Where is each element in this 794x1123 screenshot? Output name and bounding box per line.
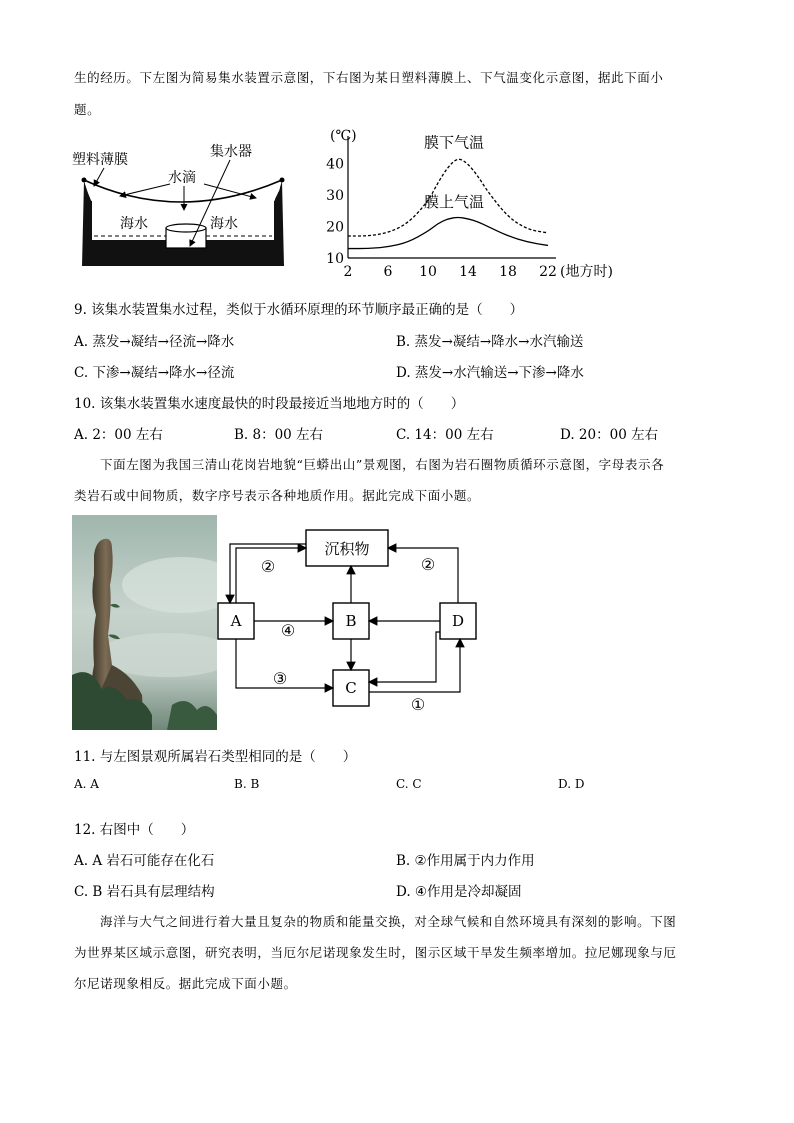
q11-option-b[interactable]: B. B: [234, 777, 260, 791]
rock-cycle-diagram: [210, 522, 490, 718]
q11-option-d[interactable]: D. D: [558, 777, 585, 791]
intro2-line2: 类岩石或中间物质，数字序号表示各种地质作用。据此完成下面小题。: [74, 488, 481, 503]
x-tick-label: 18: [499, 264, 517, 280]
label-d: D: [451, 612, 465, 630]
q12-stem: 12. 右图中（ ）: [74, 822, 195, 838]
film-label: 塑料薄膜: [72, 152, 128, 168]
q12-option-a[interactable]: A. A 岩石可能存在化石: [74, 853, 215, 869]
collector-label: 集水器: [210, 144, 252, 160]
q9-option-d[interactable]: D. 蒸发→水汽输送→下渗→降水: [396, 365, 584, 381]
intro3-line1: 海洋与大气之间进行着大量且复杂的物质和能量交换，对全球气候和自然环境具有深刻的影响。下图: [100, 914, 677, 929]
x-tick-label: 6: [383, 264, 393, 280]
q10-stem: 10. 该集水装置集水速度最快的时段最接近当地地方时的（ ）: [74, 396, 465, 412]
q11-option-c[interactable]: C. C: [396, 777, 422, 791]
q12-option-b[interactable]: B. ②作用属于内力作用: [396, 853, 535, 869]
series-label-above-film: 膜上气温: [423, 193, 485, 212]
label-c: C: [345, 679, 357, 697]
q12-option-d[interactable]: D. ④作用是冷却凝固: [396, 884, 522, 900]
process-1: ①: [410, 695, 426, 714]
q12-option-c[interactable]: C. B 岩石具有层理结构: [74, 884, 215, 900]
intro2-line1: 下面左图为我国三清山花岗岩地貌“巨蟒出山”景观图，右图为岩石圈物质循环示意图，字母表示各: [100, 457, 665, 472]
process-2-left: ②: [260, 557, 276, 576]
y-tick-label: 20: [326, 219, 344, 236]
process-2-right: ②: [420, 555, 436, 574]
x-tick-label: 22: [539, 264, 557, 280]
label-a: A: [230, 612, 242, 630]
y-tick-label: 30: [326, 188, 344, 205]
y-tick-label: 10: [326, 251, 344, 267]
q9-option-c[interactable]: C. 下渗→凝结→降水→径流: [74, 365, 235, 381]
q9-stem: 9. 该集水装置集水过程，类似于水循环原理的环节顺序最正确的是（ ）: [74, 302, 524, 318]
x-tick-label: 10: [419, 264, 437, 280]
process-3: ③: [272, 669, 288, 688]
x-tick-label: 14: [459, 264, 477, 280]
q10-option-a[interactable]: A. 2：00 左右: [74, 427, 163, 443]
intro3-line3: 尔尼诺现象相反。据此完成下面小题。: [74, 976, 297, 991]
sea-left-label: 海水: [120, 216, 148, 232]
y-axis-label: (℃): [330, 128, 357, 144]
series-label-under-film: 膜下气温: [423, 133, 485, 152]
intro3-line2: 为世界某区域示意图，研究表明，当厄尔尼诺现象发生时，图示区域干旱发生频率增加。拉尼娜现象与厄: [74, 945, 677, 960]
q10-option-c[interactable]: C. 14：00 左右: [396, 427, 494, 443]
sediment-label: 沉积物: [324, 540, 370, 558]
y-tick-label: 40: [326, 156, 344, 173]
drops-label: 水滴: [168, 170, 196, 186]
q9-option-b[interactable]: B. 蒸发→凝结→降水→水汽输送: [396, 334, 584, 350]
sea-right-label: 海水: [210, 216, 238, 232]
q10-option-d[interactable]: D. 20：00 左右: [560, 427, 659, 443]
intro1-line1: 生的经历。下左图为简易集水装置示意图，下右图为某日塑料薄膜上、下气温变化示意图，据此下面小: [74, 70, 664, 85]
q11-option-a[interactable]: A. A: [74, 777, 99, 791]
granite-landscape-photo: [72, 515, 217, 730]
label-b: B: [345, 612, 357, 630]
intro1-line2: 题。: [74, 102, 101, 117]
q11-stem: 11. 与左图景观所属岩石类型相同的是（ ）: [74, 749, 357, 765]
q9-option-a[interactable]: A. 蒸发→凝结→径流→降水: [74, 334, 235, 350]
x-tick-label: 2: [343, 264, 353, 280]
temperature-chart: [326, 126, 626, 282]
process-4: ④: [280, 621, 296, 640]
x-axis-label: (地方时): [560, 264, 613, 280]
q10-option-b[interactable]: B. 8：00 左右: [234, 427, 324, 443]
water-collector-diagram: [70, 136, 290, 270]
series-line-above-film: [348, 218, 548, 249]
